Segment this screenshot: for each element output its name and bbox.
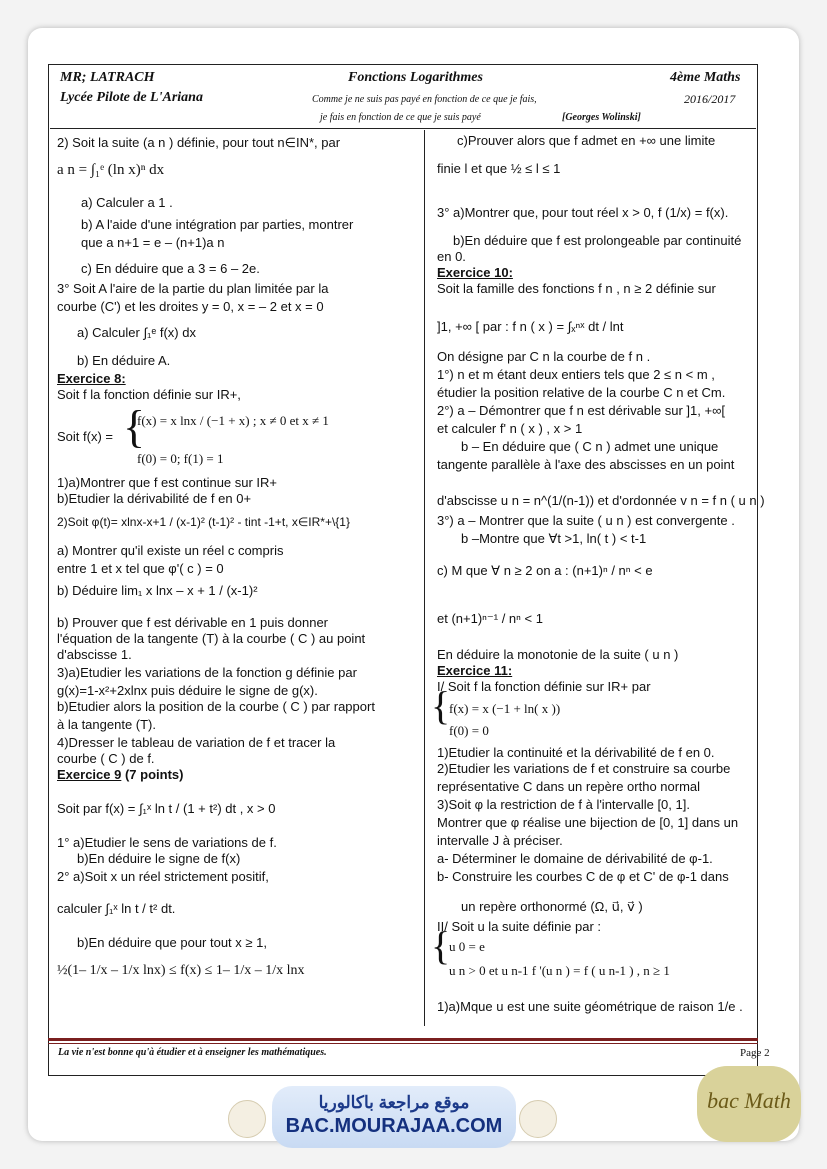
text-line: Montrer que φ réalise une bijection de [0, 1] dans un [437, 815, 739, 830]
exercise-11-title: Exercice 11: [437, 663, 513, 678]
formula-u0: u 0 = e [449, 939, 485, 954]
site-logo-icon [228, 1100, 266, 1138]
exercise-8-title: Exercice 8: [57, 371, 126, 386]
text-line: b) Prouver que f est dérivable en 1 puis donner [57, 615, 329, 630]
text-line: courbe ( C ) de f. [57, 751, 155, 766]
text-line: à la tangente (T). [57, 717, 156, 732]
footer-rule [48, 1043, 758, 1044]
column-divider [424, 130, 425, 1026]
text-line: b)Etudier alors la position de la courbe ( C ) par rapport [57, 699, 375, 714]
school: Lycée Pilote de L'Ariana [60, 90, 203, 105]
text-line: entre 1 et x tel que φ'( c ) = 0 [57, 561, 224, 576]
formula-phi: 2)Soit φ(t)= xlnx-x+1 / (x-1)² (t-1)² - tint -1+t, x∈IR*+\{1} [57, 515, 350, 529]
text-line: tangente parallèle à l'axe des abscisses en un point [437, 457, 735, 472]
text-line: On désigne par C n la courbe de f n . [437, 349, 651, 364]
text-line: 2° a)Soit x un réel strictement positif, [57, 869, 269, 884]
text-line: b)En déduire que f est prolongeable par continuité [453, 233, 742, 248]
formula-f11-zero: f(0) = 0 [449, 723, 489, 738]
footer-rule [48, 1038, 758, 1041]
text-line: et calculer f' n ( x ) , x > 1 [437, 421, 583, 436]
school-year: 2016/2017 [684, 92, 736, 106]
text-line: Soit f la fonction définie sur IR+, [57, 387, 241, 402]
text-line: 3° Soit A l'aire de la partie du plan limitée par la [57, 281, 329, 296]
text-line: 1° a)Etudier le sens de variations de f. [57, 835, 277, 850]
text-line: c) En déduire que a 3 = 6 – 2e. [81, 261, 260, 276]
author: MR; LATRACH [60, 70, 155, 85]
quote-author: [Georges Wolinski] [562, 112, 641, 123]
text-line: Soit f(x) = [57, 429, 113, 444]
system-brace: { [431, 923, 451, 968]
text-line: 4)Dresser le tableau de variation de f et tracer la [57, 735, 336, 750]
formula-limit-bound: finie l et que ½ ≤ l ≤ 1 [437, 161, 561, 176]
formula-f-values: f(0) = 0; f(1) = 1 [137, 451, 224, 466]
quote-line-2: je fais en fonction de ce que je suis payé [320, 112, 481, 123]
text-line: 1)Etudier la continuité et la dérivabilité de f en 0. [437, 745, 715, 760]
exercise-9-points: (7 points) [124, 767, 184, 782]
class-label: 4ème Maths [670, 70, 741, 85]
text-line: 1)a)Montrer que f est continue sur IR+ [57, 475, 278, 490]
system-brace: { [123, 401, 146, 452]
exercise-9-title: Exercice 9 [57, 767, 122, 782]
quote-line-1: Comme je ne suis pas payé en fonction de ce que je fais, [312, 94, 537, 105]
text-line: en 0. [437, 249, 466, 264]
text-line: a) Calculer a 1 . [81, 195, 173, 210]
page-number: Page 2 [740, 1047, 770, 1059]
text-line: 1°) n et m étant deux entiers tels que 2 ≤ n < m , [437, 367, 715, 382]
formula-an: a n = ∫₁ᵉ (ln x)ⁿ dx [57, 162, 165, 178]
text-line: intervalle J à préciser. [437, 833, 563, 848]
site-url: BAC.MOURAJAA.COM [285, 1115, 503, 1137]
text-line: c)Prouver alors que f admet en +∞ une limite [457, 133, 716, 148]
text-line: En déduire la monotonie de la suite ( u n ) [437, 647, 679, 662]
text-line: 2°) a – Démontrer que f n est dérivable sur ]1, +∞[ [437, 403, 725, 418]
formula-un: u n > 0 et u n-1 f '(u n ) = f ( u n-1 ) , n ≥ 1 [449, 963, 670, 978]
text-line: b- Construire les courbes C de φ et C' de φ-1 dans [437, 869, 729, 884]
text-line: 1)a)Mque u est une suite géométrique de raison 1/e . [437, 999, 743, 1014]
text-line: g(x)=1-x²+2xlnx puis déduire le signe de g(x). [57, 683, 318, 698]
badge-text: bac Math [707, 1088, 791, 1113]
text-line: b)En déduire que pour tout x ≥ 1, [77, 935, 267, 950]
exercise-10-title: Exercice 10: [437, 265, 513, 280]
formula-f-integral: Soit par f(x) = ∫₁ˣ ln t / (1 + t²) dt , x > 0 [57, 801, 276, 816]
text-line: b)En déduire le signe de f(x) [77, 851, 241, 866]
text-line: 3)Soit φ la restriction de f à l'intervalle [0, 1]. [437, 797, 690, 812]
text-line: d'abscisse 1. [57, 647, 132, 662]
text-line: b – En déduire que ( C n ) admet une unique [461, 439, 719, 454]
text-line: b) En déduire A. [77, 353, 171, 368]
page-title: Fonctions Logarithmes [348, 70, 483, 85]
text-line: I/ Soit f la fonction définie sur IR+ par [437, 679, 651, 694]
text-line: étudier la position relative de la courbe C n et Cm. [437, 385, 726, 400]
text-line: l'équation de la tangente (T) à la courbe ( C ) au point [57, 631, 366, 646]
site-banner[interactable] [272, 1086, 516, 1148]
formula-integral: a) Calculer ∫₁ᵉ f(x) dx [77, 325, 196, 340]
formula-inequality: ½(1– 1/x – 1/x lnx) ≤ f(x) ≤ 1– 1/x – 1/x lnx [57, 963, 305, 978]
text-line: un repère orthonormé (Ω, u⃗, v⃗ ) [461, 899, 643, 914]
text-line: II/ Soit u la suite définie par : [437, 919, 602, 934]
formula-limit: b) Déduire lim₁ x lnx – x + 1 / (x-1)² [57, 583, 258, 598]
formula-fn: ]1, +∞ [ par : f n ( x ) = ∫ₓⁿˣ dt / lnt [437, 319, 624, 334]
system-brace: { [431, 683, 451, 728]
bac-math-badge [697, 1066, 801, 1142]
formula-un-bound: c) M que ∀ n ≥ 2 on a : (n+1)ⁿ / nⁿ < e [437, 563, 653, 578]
formula-calc-integral: calculer ∫₁ˣ ln t / t² dt. [57, 901, 176, 916]
text-line: 3° a)Montrer que, pour tout réel x > 0, f (1/x) = f(x). [437, 205, 729, 220]
text-line: que a n+1 = e – (n+1)a n [81, 235, 225, 250]
text-line: 2) Soit la suite (a n ) définie, pour tout n∈IN*, par [57, 135, 341, 150]
text-line: 2)Etudier les variations de f et construire sa courbe [437, 761, 731, 776]
text-line: d'abscisse u n = n^(1/(n-1)) et d'ordonnée v n = f n ( u n ) [437, 493, 765, 508]
site-name-arabic: موقع مراجعة باكالوريا [318, 1093, 470, 1112]
formula-un-bound-2: et (n+1)ⁿ⁻¹ / nⁿ < 1 [437, 611, 543, 626]
text-line: b) A l'aide d'une intégration par parties, montrer [81, 217, 354, 232]
text-line: b –Montre que ∀t >1, ln( t ) < t-1 [461, 531, 647, 546]
footer-motto: La vie n'est bonne qu'à étudier et à enseigner les mathématiques. [58, 1047, 327, 1058]
formula-f-def: f(x) = x lnx / (−1 + x) ; x ≠ 0 et x ≠ 1 [137, 413, 329, 428]
text-line: 3)a)Etudier les variations de la fonction g définie par [57, 665, 357, 680]
text-line: a) Montrer qu'il existe un réel c compris [57, 543, 284, 558]
page-header [50, 66, 756, 129]
text-line: b)Etudier la dérivabilité de f en 0+ [57, 491, 252, 506]
text-line: 3°) a – Montrer que la suite ( u n ) est convergente . [437, 513, 735, 528]
site-logo-icon [519, 1100, 557, 1138]
text-line: courbe (C') et les droites y = 0, x = – 2 et x = 0 [57, 299, 324, 314]
text-line: a- Déterminer le domaine de dérivabilité de φ-1. [437, 851, 713, 866]
text-line: Soit la famille des fonctions f n , n ≥ 2 définie sur [437, 281, 716, 296]
formula-f11: f(x) = x (−1 + ln( x )) [449, 701, 561, 716]
text-line: représentative C dans un repère ortho normal [437, 779, 701, 794]
